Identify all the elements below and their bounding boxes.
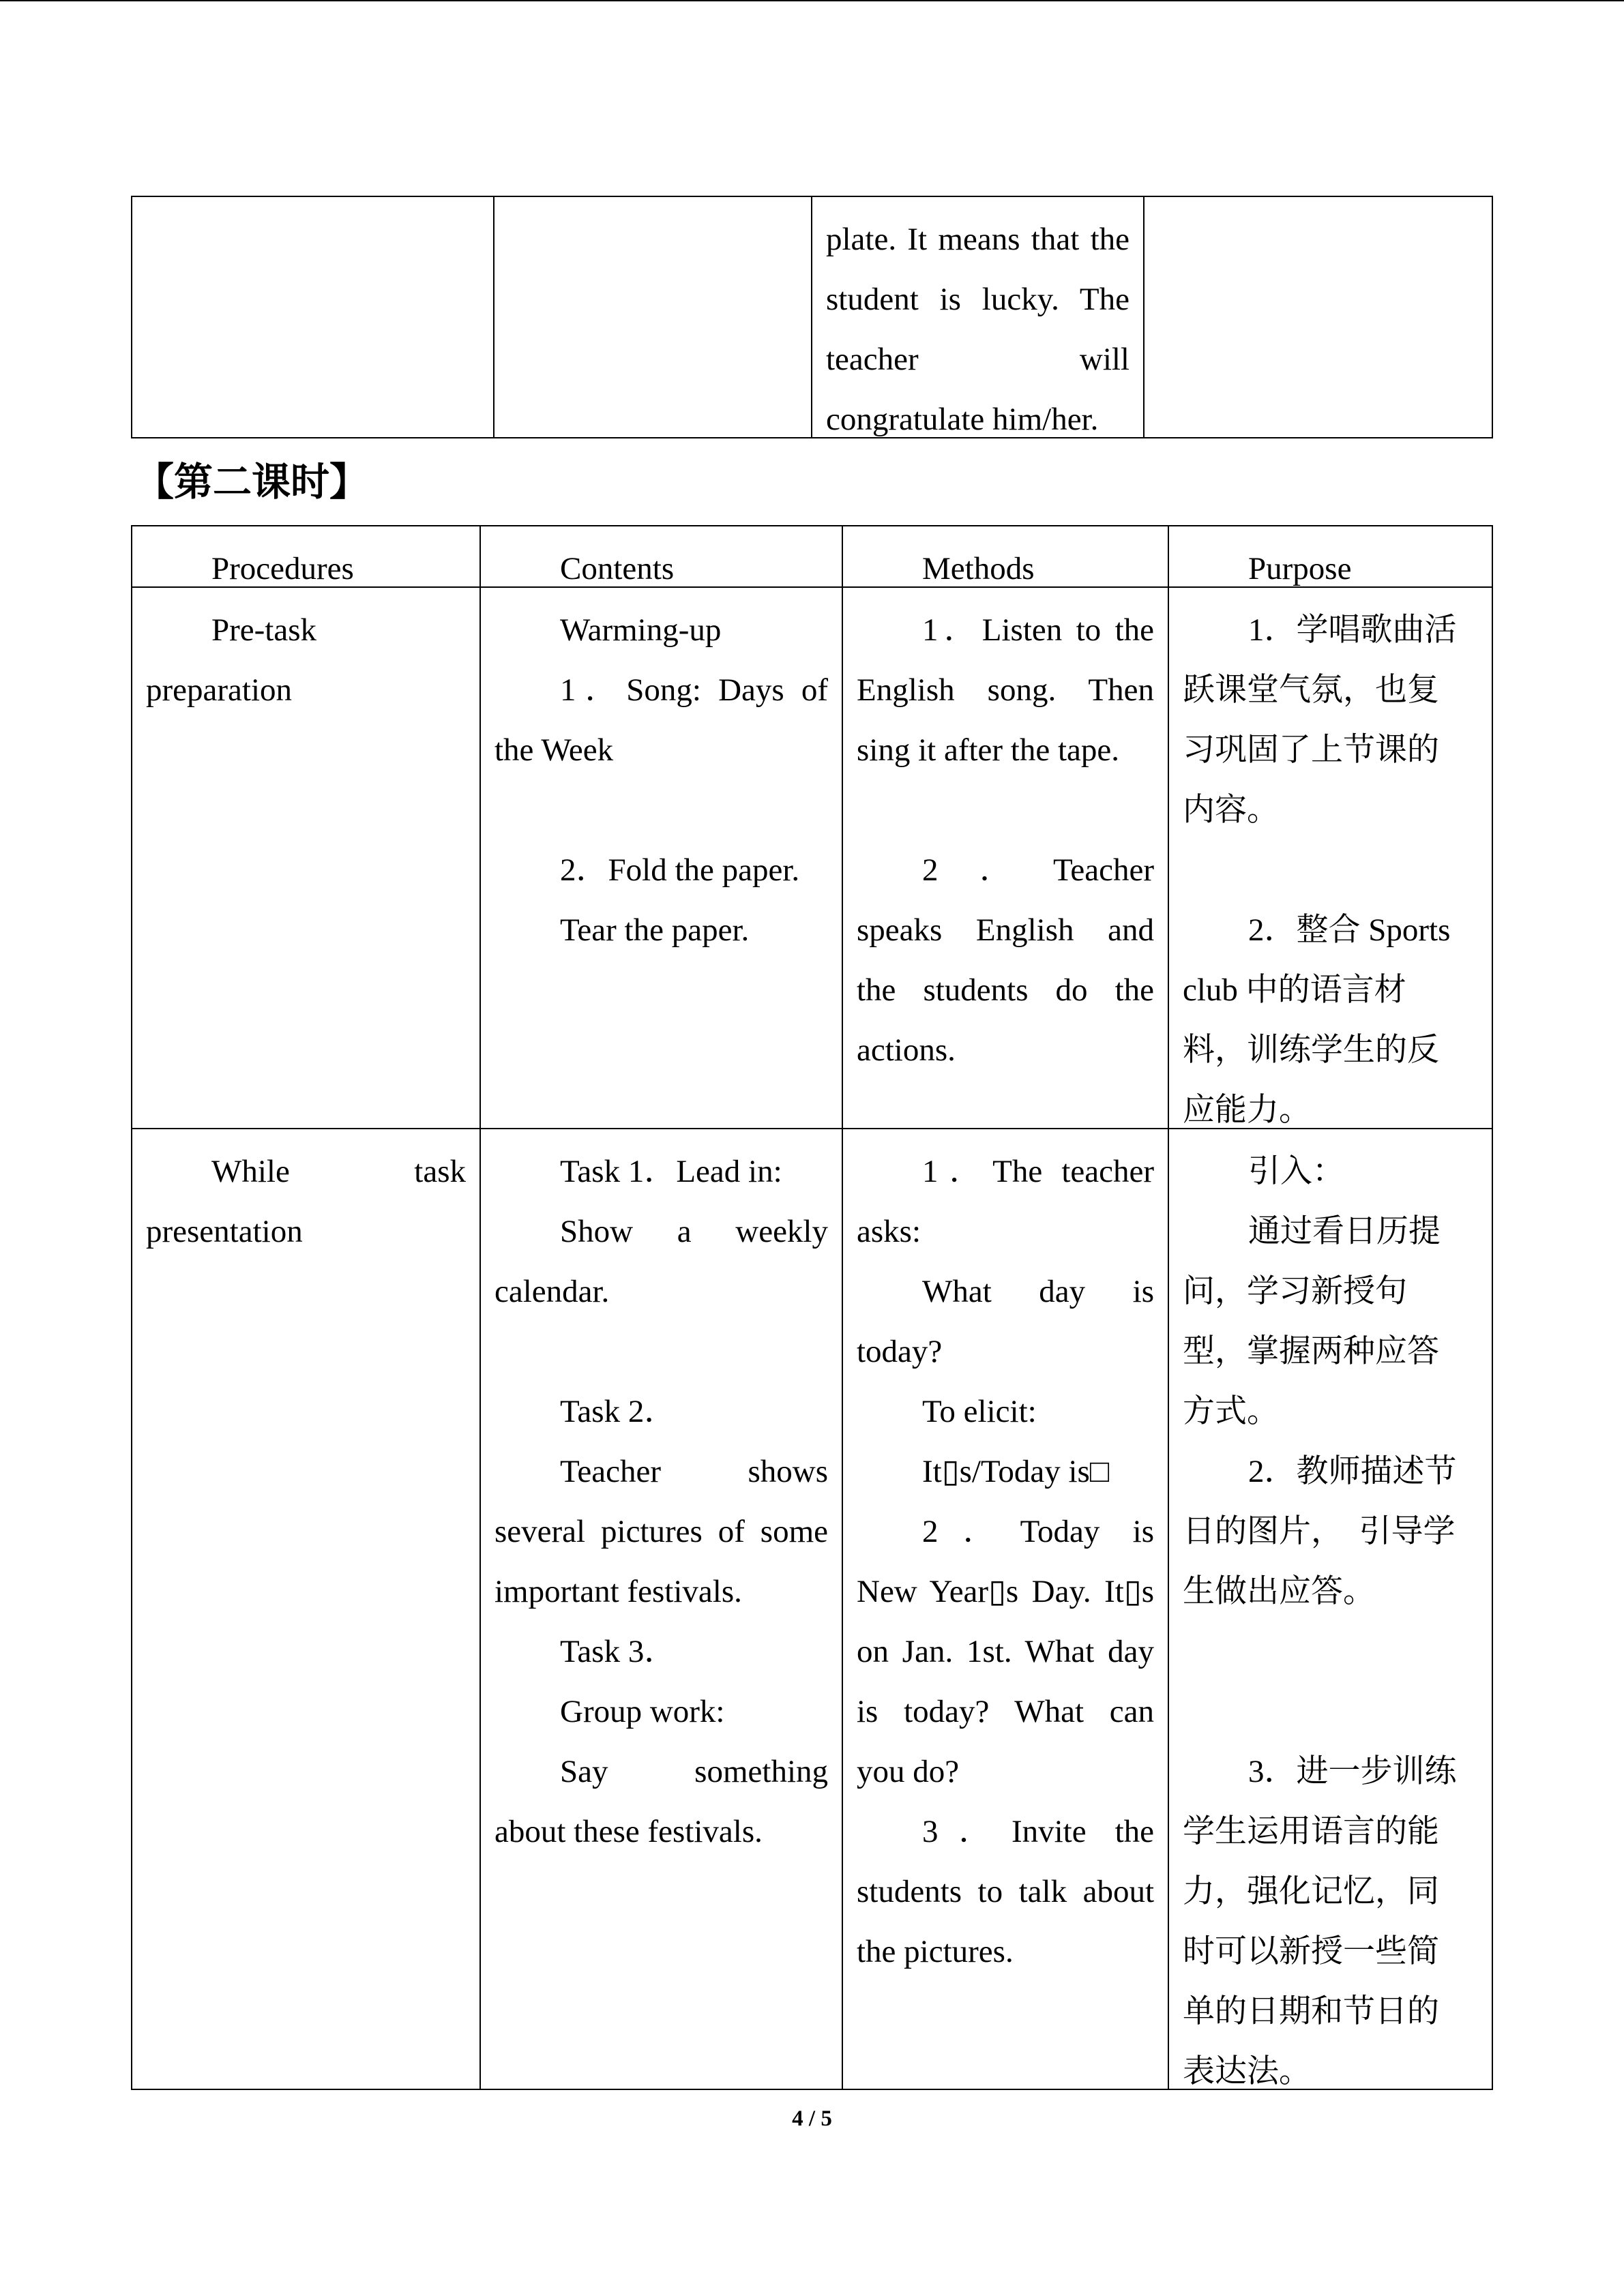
cell-text-line: 1．The teacher (922, 1154, 1154, 1189)
page-number: 4 / 5 (792, 2106, 832, 2131)
row2-cell-contents (479, 1128, 843, 2090)
cell-text-line: Tear the paper. (560, 912, 750, 948)
cell-text-line: New Year▯s Day. It▯s (857, 1574, 1154, 1609)
cell-text-line: sing it after the tape. (857, 732, 1119, 768)
cell-text-line: Group work: (560, 1694, 725, 1729)
row2-cell-purpose (1168, 1128, 1493, 2090)
continued-cell-contents (493, 196, 812, 438)
cell-text-line: 3．进一步训练 (1248, 1754, 1457, 1789)
cell-text-line: 学生运用语言的能 (1183, 1814, 1439, 1849)
cell-text-line: several pictures of some (494, 1514, 828, 1549)
row1-cell-procedures (131, 586, 481, 1129)
blank-line (1183, 1682, 1478, 1742)
cell-text-line: 料，训练学生的反 (1183, 1032, 1439, 1068)
cell-text-line: 1．Listen to the (922, 612, 1154, 648)
blank-line (494, 1322, 828, 1382)
column-header-contents: Contents (560, 551, 675, 586)
cell-text-line: 2．教师描述节 (1248, 1454, 1457, 1489)
continued-cell-methods (811, 196, 1145, 438)
cell-text-line: 日的图片， 引导学 (1183, 1514, 1456, 1549)
section-heading: 【第二课时】 (135, 461, 368, 504)
cell-text-line: 型，掌握两种应答 (1183, 1334, 1439, 1369)
cell-text-line: club 中的语言材 (1183, 972, 1406, 1008)
cell-text-line: actions. (857, 1032, 956, 1068)
cell-text-line: calendar. (494, 1274, 610, 1309)
cell-text-line: 1．学唱歌曲活 (1248, 612, 1457, 648)
continued-cell-procedures (131, 196, 494, 438)
cell-text-line: teacher will (826, 342, 1130, 377)
header-cell-contents (479, 525, 843, 588)
cell-text-line: 习巩固了上节课的 (1183, 732, 1439, 768)
cell-text-line: Task 1．Lead in: (560, 1154, 782, 1189)
row1-cell-contents (479, 586, 843, 1129)
cell-text-line: 内容。 (1183, 792, 1279, 828)
cell-text-line: plate. It means that the (826, 222, 1130, 257)
cell-text-line: the pictures. (857, 1934, 1014, 1969)
blank-line (1183, 1622, 1478, 1682)
cell-text-line: congratulate him/her. (826, 402, 1099, 437)
cell-text-line: Show a weekly (560, 1214, 828, 1249)
row1-cell-purpose (1168, 586, 1493, 1129)
blank-line (857, 780, 1154, 840)
row2-cell-procedures (131, 1128, 481, 2090)
cell-text-line: 时可以新授一些简 (1183, 1934, 1439, 1969)
column-header-methods: Methods (922, 551, 1035, 586)
cell-text-line: today? (857, 1334, 943, 1369)
cell-text-line: To elicit: (922, 1394, 1037, 1429)
header-cell-procedures (131, 525, 481, 588)
cell-text-line: 2．Teacher (922, 852, 1154, 888)
cell-text-line: 通过看日历提 (1248, 1214, 1441, 1249)
cell-text-line: Warming-up (560, 612, 722, 648)
top-border-line (0, 0, 1624, 1)
cell-text-line: 2．整合 Sports (1248, 912, 1451, 948)
cell-text-line: about these festivals. (494, 1814, 763, 1849)
cell-text-line: 跃课堂气氛，也复 (1183, 672, 1439, 708)
cell-text-line: speaks English and (857, 912, 1154, 948)
cell-text-line: 引入： (1248, 1154, 1344, 1189)
cell-text-line: the Week (494, 732, 614, 768)
cell-text-line: 问，学习新授句 (1183, 1274, 1407, 1309)
continued-cell-purpose (1143, 196, 1493, 438)
cell-text-line: What day is (922, 1274, 1154, 1309)
cell-text-line: English song. Then (857, 672, 1154, 708)
cell-text-line: student is lucky. The (826, 282, 1130, 317)
column-header-purpose: Purpose (1248, 551, 1352, 586)
cell-text-line: 2．Today is (922, 1514, 1154, 1549)
blank-line (1183, 840, 1478, 900)
header-cell-methods (842, 525, 1169, 588)
cell-text-line: While task (211, 1154, 466, 1189)
cell-text-line: 生做出应答。 (1183, 1574, 1375, 1609)
cell-text-line: the students do the (857, 972, 1154, 1008)
cell-text-line: Say something (560, 1754, 828, 1789)
cell-text-line: important festivals. (494, 1574, 742, 1609)
blank-line (494, 780, 828, 840)
cell-text-line: 单的日期和节日的 (1183, 1994, 1439, 2029)
column-header-procedures: Procedures (211, 551, 354, 586)
cell-text-line: 应能力。 (1183, 1092, 1311, 1128)
cell-text-line: 力，强化记忆，同 (1183, 1874, 1439, 1909)
cell-text-line: students to talk about (857, 1874, 1154, 1909)
cell-text-line: 3．Invite the (922, 1814, 1154, 1849)
cell-text-line: Pre-task (211, 612, 317, 648)
cell-text-line: you do? (857, 1754, 960, 1789)
cell-text-line: on Jan. 1st. What day (857, 1634, 1154, 1669)
cell-text-line: presentation (146, 1214, 303, 1249)
cell-text-line: 表达法。 (1183, 2054, 1311, 2089)
cell-text-line: asks: (857, 1214, 921, 1249)
cell-text-line: is today? What can (857, 1694, 1154, 1729)
cell-text-line: preparation (146, 672, 293, 708)
cell-text-line: Teacher shows (560, 1454, 828, 1489)
cell-text-line: Task 3． (560, 1634, 677, 1669)
cell-text-line: It▯s/Today is□ (922, 1454, 1110, 1489)
row1-cell-methods (842, 586, 1169, 1129)
cell-text-line: 2．Fold the paper. (560, 852, 800, 888)
cell-text-line: 方式。 (1183, 1394, 1279, 1429)
cell-text-line: Task 2． (560, 1394, 677, 1429)
cell-text-line: 1．Song: Days of (560, 672, 828, 708)
row2-cell-methods (842, 1128, 1169, 2090)
header-cell-purpose (1168, 525, 1493, 588)
